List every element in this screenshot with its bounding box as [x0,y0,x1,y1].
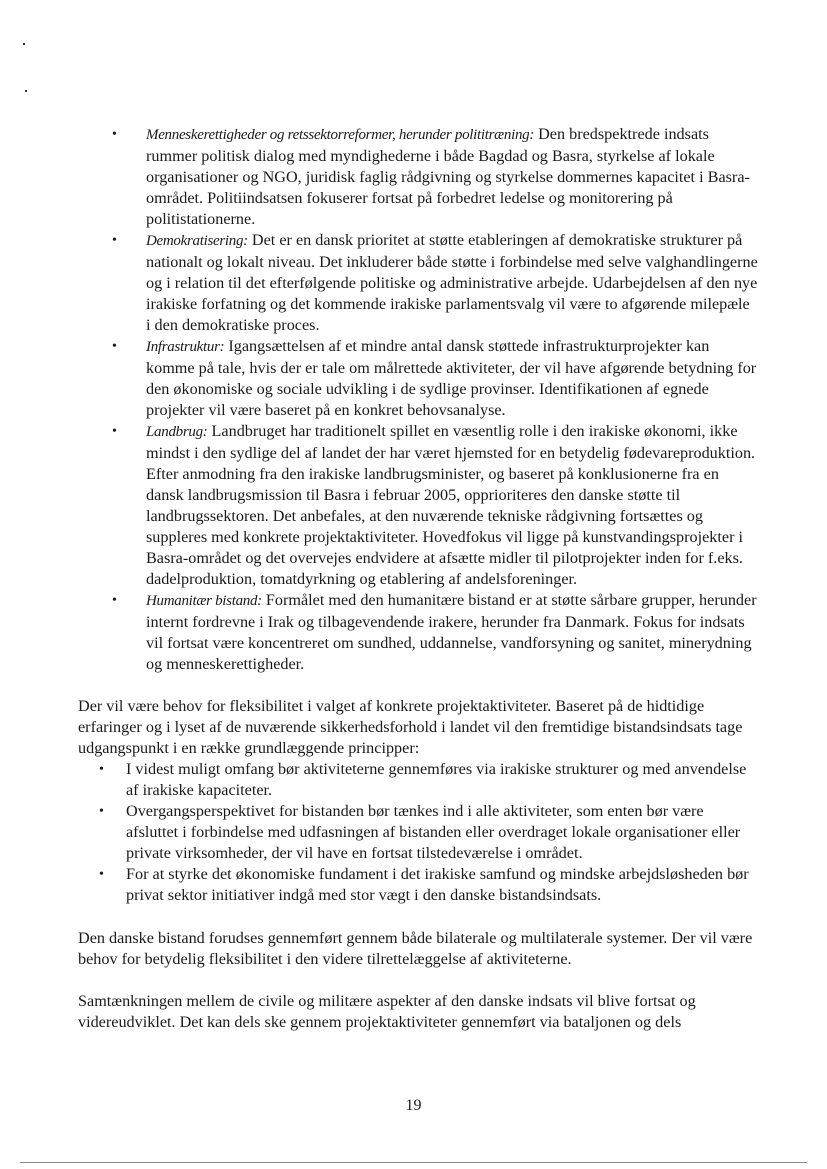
list-item [78,864,758,906]
list-item [78,759,758,801]
item-text: I videst muligt omfang bør aktiviteterne gennemføres via irakiske strukturer og med anvendelse af irakiske kapaciteter. [126,760,747,799]
bullet-icon: • [112,339,117,354]
item-lead: Infrastruktur: [146,339,225,355]
bullet-icon: • [112,233,117,248]
item-text: Det er en dansk prioritet at støtte etableringen af demokratiske strukturer på nationalt og lokalt niveau. Det inkluderer både støtte i forbindelse med selve valghandlingerne og i relation til det efterfølgende politiske og administrative arbejde. Udarbejdelsen af den nye irakiske forfatning og det kommende irakiske parlamentsvalg vil være to afgørende milepæle i den demokratiske proces. [146,231,758,334]
item-lead: Demokratisering: [146,233,248,249]
bullet-icon: • [99,804,104,819]
bullet-icon: • [99,762,104,777]
bullet-icon: • [99,867,104,882]
item-lead: Humanitær bistand: [146,593,262,609]
list-item [78,336,758,421]
bullet-icon: • [112,593,117,608]
list-item [78,230,758,336]
item-text: Igangsættelsen af et mindre antal dansk støttede infrastrukturprojekter kan komme på tale, hvis der er tale om målrettede aktiviteter, der vil have afgørende betydning for den økonomiske og sociale udvikling i de sydlige provinser. Identifikationen af egnede projekter vil være baseret på en konkret behovsanalyse. [146,337,757,419]
bullet-icon: • [112,424,117,439]
list-item [78,801,758,864]
item-text: Landbruget har traditionelt spillet en væsentlig rolle i den irakiske økonomi, ikke mindst i den sydlige del af landet der har været hjemsted for en betydelig fødevareproduktion. Efter anmodning fra den irakiske landbrugsminister, og baseret på konklusionerne fra en dansk landbrugsmission til Basra i februar 2005, opprioriteres den danske støtte til landbrugssektoren. Det anbefales, at den nuværende tekniske rådgivning fortsættes og suppleres med konkrete projektaktiviteter. Hovedfokus vil ligge på kunstvandingsprojekter i Basra-området og det overvejes endvidere at afsætte midler til pilotprojekter inden for f.eks. dadelproduktion, tomatdyrkning og etablering af andelsforeninger. [146,422,756,588]
list-item [78,124,758,230]
paragraph-civil-military: Samtænkningen mellem de civile og militære aspekter af den danske indsats vil blive fortsat og videreudviklet. Det kan dels ske gennem projektaktiviteter gennemført via bataljonen og dels [78,992,696,1031]
bullet-icon: • [112,127,117,142]
page-number: 19 [405,1097,422,1114]
scan-speck [23,43,25,45]
scan-edge-line [20,1162,807,1163]
scan-speck [25,90,27,92]
item-lead: Landbrug: [146,424,208,440]
principles-list [78,759,758,906]
list-item [78,590,758,675]
item-text: For at styrke det økonomiske fundament i det irakiske samfund og mindske arbejdsløsheden bør privat sektor initiativer indgå med stor vægt i den danske bistandsindsats. [126,865,749,904]
paragraph-channels: Den danske bistand forudses gennemført gennem både bilaterale og multilaterale systemer. Der vil være behov for betydelig fleksibilitet i den videre tilrettelæggelse af aktiviteterne. [78,929,753,968]
item-text: Formålet med den humanitære bistand er at støtte sårbare grupper, herunder internt fordrevne i Irak og tilbagevendende irakere, herunder fra Danmark. Fokus for indsats vil fortsat være koncentreret om sundhed, uddannelse, vandforsyning og sanitet, minerydning og menneskerettigheder. [146,591,757,673]
sector-bullet-list [78,124,758,675]
paragraph-flexibility: Der vil være behov for fleksibilitet i valget af konkrete projektaktiviteter. Baseret på de hidtidige erfaringer og i lyset af de nuværende sikkerhedsforhold i landet vil den fremtidige bistandsindsats tage udgangspunkt i en række grundlæggende principper: [78,697,743,757]
item-text: Overgangsperspektivet for bistanden bør tænkes ind i alle aktiviteter, som enten bør være afsluttet i forbindelse med udfasningen af bistanden eller overdraget lokale organisationer eller private virksomheder, der vil have en fortsat tilstedeværelse i området. [126,802,741,862]
item-text: Den bredspektrede indsats rummer politisk dialog med myndighederne i både Bagdad og Basra, styrkelse af lokale organisationer og NGO, juridisk faglig rådgivning og styrkelse dommernes kapacitet i Basra-området. Politiindsatsen fokuserer fortsat på forbedret ledelse og monitorering på politistationerne. [146,125,750,228]
page-body [78,124,758,1033]
list-item [78,421,758,590]
item-lead: Menneskerettigheder og retssektorreformer, herunder polititræning: [146,127,535,143]
